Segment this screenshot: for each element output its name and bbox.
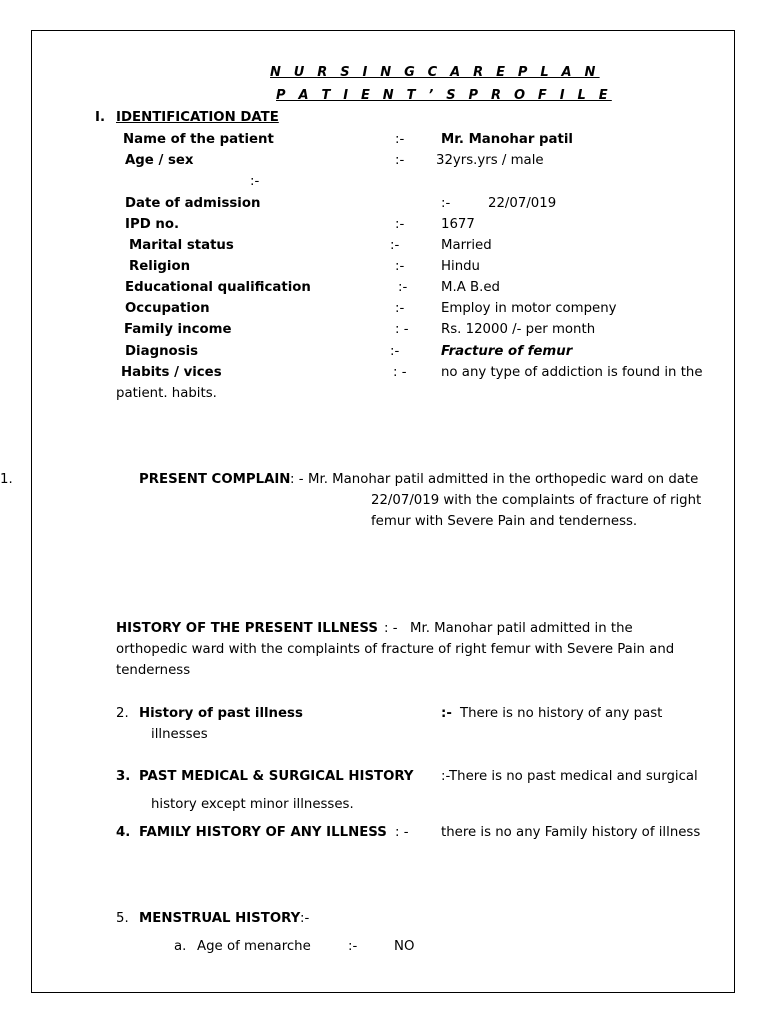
field-separator: :-: [390, 344, 400, 359]
document-title: N U R S I N G C A R E P L A N: [270, 65, 600, 80]
history-present-illness-text: tenderness: [116, 663, 191, 678]
field-value-date-of-admission: 22/07/019: [488, 196, 557, 211]
field-label-marital-status: Marital status: [129, 238, 234, 253]
section-heading: IDENTIFICATION DATE: [116, 110, 279, 125]
field-separator: :-: [395, 153, 405, 168]
field-label-diagnosis: Diagnosis: [125, 344, 199, 359]
history-present-illness-text: orthopedic ward with the complaints of fracture of right femur with Severe Pain and: [116, 642, 675, 657]
field-separator: : -: [393, 365, 407, 380]
menstrual-history-separator: :-: [300, 911, 310, 926]
field-label-age-sex: Age / sex: [125, 153, 194, 168]
history-present-illness-text: Mr. Manohar patil admitted in the: [410, 621, 633, 636]
present-complain-text: Mr. Manohar patil admitted in the orthopedic ward on date: [308, 472, 699, 487]
field-value-ipd-no: 1677: [441, 217, 475, 232]
field-label-education: Educational qualification: [125, 280, 311, 295]
list-number: 2.: [116, 706, 129, 721]
past-illness-text: There is no history of any past: [460, 706, 663, 721]
present-complain-separator: : -: [290, 472, 304, 487]
list-number: 1.: [0, 472, 13, 487]
stray-separator: :-: [250, 174, 260, 189]
document-subtitle: P A T I E N T ’ S P R O F I L E: [276, 88, 612, 103]
field-separator: : -: [395, 322, 409, 337]
field-separator: :-: [395, 301, 405, 316]
field-value-name: Mr. Manohar patil: [441, 132, 573, 147]
past-medical-text: history except minor illnesses.: [151, 797, 354, 812]
past-illness-text: illnesses: [151, 727, 208, 742]
family-history-separator: : -: [395, 825, 409, 840]
menarche-label: Age of menarche: [197, 939, 311, 954]
field-separator: :-: [395, 259, 405, 274]
list-number: 3.: [116, 769, 131, 784]
section-numeral: I.: [95, 110, 105, 125]
field-value-occupation: Employ in motor compeny: [441, 301, 617, 316]
list-number: 4.: [116, 825, 131, 840]
field-label-date-of-admission: Date of admission: [125, 196, 261, 211]
present-complain-label: PRESENT COMPLAIN: [139, 472, 291, 487]
field-separator: :-: [390, 238, 400, 253]
past-medical-text: :-There is no past medical and surgical: [441, 769, 698, 784]
past-illness-separator: :-: [441, 706, 452, 721]
history-present-illness-label: HISTORY OF THE PRESENT ILLNESS: [116, 621, 378, 636]
field-value-diagnosis: Fracture of femur: [441, 344, 573, 359]
menarche-separator: :-: [348, 939, 358, 954]
list-number: 5.: [116, 911, 129, 926]
field-label-habits: Habits / vices: [121, 365, 222, 380]
field-label-occupation: Occupation: [125, 301, 210, 316]
field-separator: :-: [398, 280, 408, 295]
field-separator: :-: [395, 217, 405, 232]
field-label-ipd-no: IPD no.: [125, 217, 180, 232]
field-label-religion: Religion: [129, 259, 191, 274]
family-history-text: there is no any Family history of illness: [441, 825, 701, 840]
field-label-name: Name of the patient: [123, 132, 274, 147]
field-value-habits: no any type of addiction is found in the: [441, 365, 703, 380]
past-illness-label: History of past illness: [139, 706, 303, 721]
field-value-age-sex: 32yrs.yrs / male: [436, 153, 544, 168]
field-value-education: M.A B.ed: [441, 280, 500, 295]
field-value-marital-status: Married: [441, 238, 492, 253]
field-value-family-income: Rs. 12000 /- per month: [441, 322, 596, 337]
menstrual-history-label: MENSTRUAL HISTORY: [139, 911, 301, 926]
family-history-label: FAMILY HISTORY OF ANY ILLNESS: [139, 825, 387, 840]
present-complain-text: femur with Severe Pain and tenderness.: [371, 514, 638, 529]
field-separator: :-: [441, 196, 451, 211]
history-present-illness-separator: : -: [384, 621, 398, 636]
menarche-value: NO: [394, 939, 415, 954]
field-value-habits-continuation: patient. habits.: [116, 386, 217, 401]
present-complain-text: 22/07/019 with the complaints of fracture of right: [371, 493, 702, 508]
field-value-religion: Hindu: [441, 259, 480, 274]
field-label-family-income: Family income: [124, 322, 232, 337]
page-border: [31, 30, 735, 993]
past-medical-label: PAST MEDICAL & SURGICAL HISTORY: [139, 769, 414, 784]
sub-item-marker: a.: [174, 939, 187, 954]
field-separator: :-: [395, 132, 405, 147]
